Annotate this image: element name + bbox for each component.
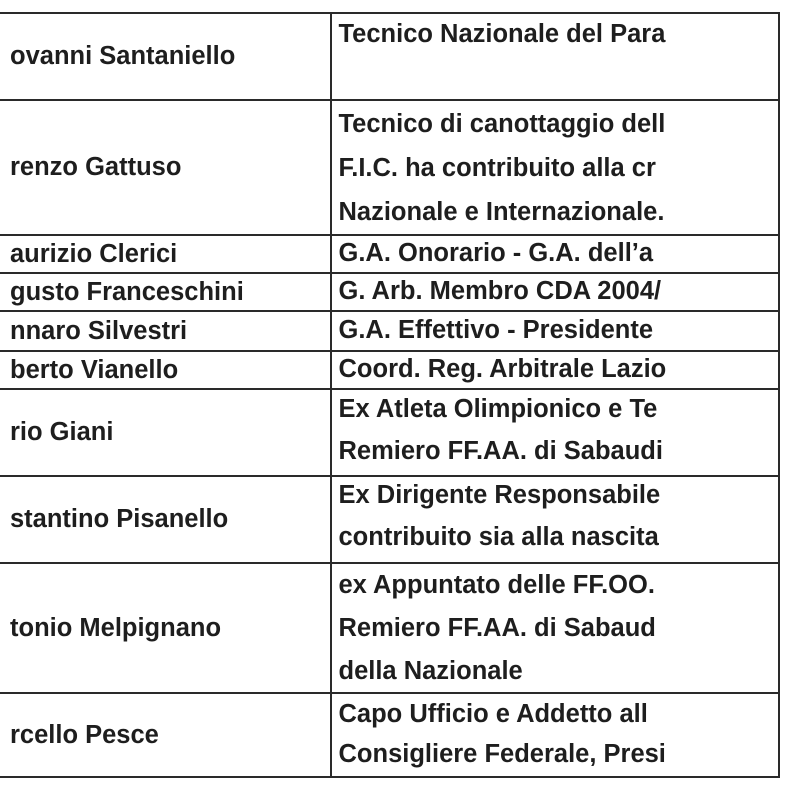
person-name: rio Giani [10,418,114,446]
name-cell [0,563,331,693]
person-name: rcello Pesce [10,720,159,749]
table-row [0,100,779,235]
description-line: ex Appuntato delle FF.OO. [338,571,655,599]
description-cell [331,389,780,476]
description-line: Remiero FF.AA. di Sabaud [338,614,656,642]
description-line: Remiero FF.AA. di Sabaudi [338,437,663,465]
table-row [0,693,779,777]
table-row [0,273,779,311]
description-line: contribuito sia alla nascita [338,523,659,551]
description-line: Coord. Reg. Arbitrale Lazio [338,355,667,384]
table-row [0,351,779,389]
description-line: Nazionale e Internazionale. [338,198,665,226]
table-row [0,13,779,100]
table-row [0,476,779,563]
description-cell [331,273,780,311]
description-line: G.A. Effettivo - Presidente [338,316,654,345]
table-row [0,235,779,273]
person-name: nnaro Silvestri [10,316,188,345]
name-cell [0,273,331,311]
name-cell [0,389,331,476]
description-line: Capo Ufficio e Addetto all [338,700,648,728]
description-cell [331,351,780,389]
name-cell [0,13,331,100]
description-line: Tecnico di canottaggio dell [338,110,666,138]
description-cell [331,693,780,777]
person-name: aurizio Clerici [10,239,178,268]
person-name: ovanni Santaniello [10,42,236,70]
person-name: gusto Franceschini [10,277,244,306]
name-cell [0,476,331,563]
description-cell [331,311,780,351]
description-cell [331,476,780,563]
description-line: della Nazionale [338,657,523,685]
description-cell [331,100,780,235]
description-line: Ex Atleta Olimpionico e Te [338,395,658,423]
description-cell [331,235,780,273]
name-cell [0,351,331,389]
name-cell [0,693,331,777]
name-cell [0,235,331,273]
description-line: Consigliere Federale, Presi [338,740,666,768]
person-name: renzo Gattuso [10,153,182,181]
person-name: berto Vianello [10,355,179,384]
name-cell [0,311,331,351]
description-line: Ex Dirigente Responsabile [338,481,661,509]
person-name: stantino Pisanello [10,505,229,533]
person-name: tonio Melpignano [10,613,222,642]
table-row [0,311,779,351]
name-cell [0,100,331,235]
description-line: G.A. Onorario - G.A. dell’a [338,239,654,268]
table-row [0,389,779,476]
description-cell [331,13,780,100]
committee-table [0,12,780,778]
description-line: Tecnico Nazionale del Para [338,20,666,48]
table-row [0,563,779,693]
description-cell [331,563,780,693]
description-line: F.I.C. ha contribuito alla cr [338,154,656,182]
description-line: G. Arb. Membro CDA 2004/ [338,277,662,306]
